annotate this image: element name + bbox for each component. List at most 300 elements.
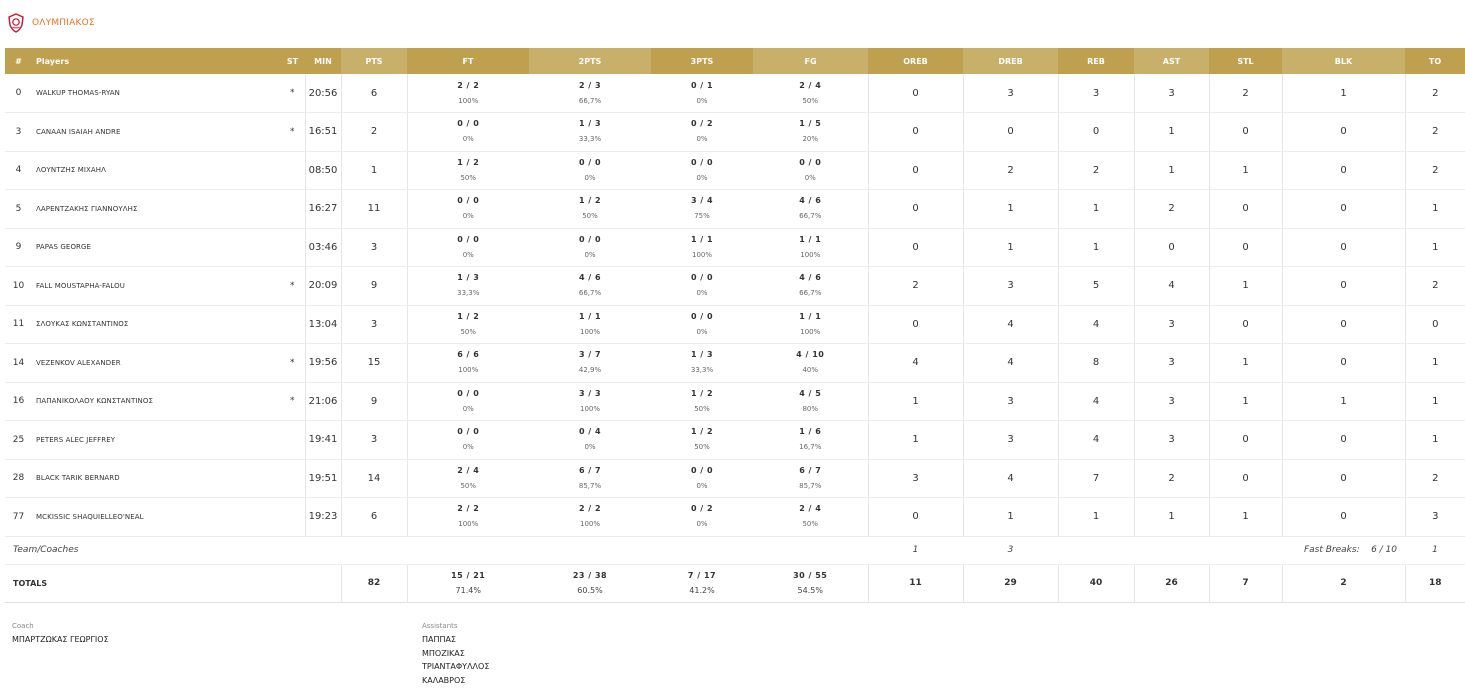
player-dreb: 2 — [963, 151, 1058, 190]
p3-pct: 0% — [696, 481, 708, 490]
player-2pts — [529, 151, 651, 190]
fg-pct: 40% — [802, 366, 819, 375]
coach-block — [12, 622, 109, 647]
ft-pct: 0% — [462, 443, 474, 452]
player-2pts — [529, 305, 651, 344]
player-3pts — [651, 151, 753, 190]
totals-pts: 82 — [341, 564, 407, 602]
fg-pct: 100% — [800, 327, 821, 336]
player-stl: 2 — [1209, 74, 1282, 113]
p3-made: 0 / 2 — [690, 504, 714, 514]
player-fg — [753, 113, 868, 152]
player-points: 6 — [341, 498, 407, 537]
p3-pct: 50% — [694, 404, 710, 413]
col-header-3pts[interactable]: 3PTS — [651, 48, 753, 74]
team-dreb: 3 — [963, 536, 1058, 564]
starter-mark: * — [280, 74, 305, 113]
totals-stl: 7 — [1209, 564, 1282, 602]
player-3pts — [651, 113, 753, 152]
player-ast: 1 — [1134, 113, 1209, 152]
ft-pct: 0% — [462, 212, 474, 221]
starter-mark: * — [280, 344, 305, 383]
player-2pts — [529, 344, 651, 383]
ft-made: 0 / 0 — [457, 234, 480, 244]
p2-pct: 100% — [579, 327, 600, 336]
p3-pct: 50% — [694, 443, 710, 452]
starter-mark — [280, 305, 305, 344]
player-2pts — [529, 421, 651, 460]
p2-made: 2 / 2 — [578, 504, 602, 514]
p3-pct: 0% — [696, 135, 708, 144]
player-blk: 0 — [1282, 190, 1405, 229]
p2-pct: 33,3% — [578, 135, 602, 144]
fast-breaks-label: Fast Breaks: — [1303, 545, 1360, 555]
totals-oreb: 11 — [868, 564, 963, 602]
p3-made: 0 / 0 — [690, 273, 714, 283]
assistants-label: Assistants — [422, 622, 458, 630]
table-row — [5, 421, 1465, 460]
player-minutes: 13:04 — [305, 305, 341, 344]
table-row — [5, 190, 1465, 229]
fg-made: 1 / 1 — [799, 311, 822, 321]
fg-made: 2 / 4 — [799, 504, 822, 514]
player-3pts — [651, 190, 753, 229]
boxscore-table — [5, 48, 1465, 603]
player-stl: 0 — [1209, 228, 1282, 267]
col-header-fg[interactable]: FG — [753, 48, 868, 74]
player-blk: 0 — [1282, 305, 1405, 344]
player-fg — [753, 498, 868, 537]
assistant-name: ΜΠΟΖΙΚΑΣ — [422, 648, 465, 658]
totals-2pts — [529, 564, 651, 602]
col-header-to[interactable]: TO — [1405, 48, 1465, 74]
player-stl: 0 — [1209, 459, 1282, 498]
player-dreb: 3 — [963, 267, 1058, 306]
player-reb: 1 — [1058, 228, 1134, 267]
p3-made: 0 / 2 — [690, 119, 714, 129]
player-fg — [753, 382, 868, 421]
player-2pts — [529, 190, 651, 229]
player-minutes: 08:50 — [305, 151, 341, 190]
player-3pts — [651, 267, 753, 306]
player-stl: 0 — [1209, 421, 1282, 460]
player-minutes: 20:09 — [305, 267, 341, 306]
col-header-stl[interactable]: STL — [1209, 48, 1282, 74]
player-minutes: 16:27 — [305, 190, 341, 229]
player-name[interactable]: VEZENKOV ALEXANDER — [32, 344, 280, 383]
player-dreb: 4 — [963, 344, 1058, 383]
ft-pct: 0% — [462, 250, 474, 259]
team-name[interactable]: ΟΛΥΜΠΙΑΚΟΣ — [32, 18, 95, 28]
starter-mark — [280, 421, 305, 460]
player-dreb: 4 — [963, 459, 1058, 498]
player-points: 9 — [341, 267, 407, 306]
player-ast: 2 — [1134, 190, 1209, 229]
col-header-players[interactable]: Players — [32, 48, 280, 74]
p3-made: 1 / 3 — [690, 350, 714, 360]
totals-2pts-made: 23 / 38 — [572, 570, 608, 580]
totals-blk: 2 — [1282, 564, 1405, 602]
p3-made: 0 / 1 — [690, 80, 714, 90]
player-oreb: 0 — [868, 190, 963, 229]
player-3pts — [651, 421, 753, 460]
player-blk: 0 — [1282, 498, 1405, 537]
player-dreb: 1 — [963, 190, 1058, 229]
player-dreb: 3 — [963, 421, 1058, 460]
p3-pct: 0% — [696, 173, 708, 182]
col-header-reb[interactable]: REB — [1058, 48, 1134, 74]
p3-made: 0 / 0 — [690, 311, 714, 321]
player-ft — [407, 113, 529, 152]
player-to: 1 — [1405, 228, 1465, 267]
player-reb: 0 — [1058, 113, 1134, 152]
player-3pts — [651, 228, 753, 267]
player-dreb: 0 — [963, 113, 1058, 152]
ft-made: 2 / 2 — [457, 504, 480, 514]
fg-made: 6 / 7 — [799, 465, 822, 475]
player-ft — [407, 267, 529, 306]
player-dreb: 3 — [963, 382, 1058, 421]
starter-mark: * — [280, 267, 305, 306]
player-number: 10 — [5, 267, 32, 306]
team-to: 1 — [1405, 536, 1465, 564]
player-number: 14 — [5, 344, 32, 383]
p3-made: 1 / 1 — [690, 234, 714, 244]
player-blk: 1 — [1282, 74, 1405, 113]
player-oreb: 0 — [868, 151, 963, 190]
player-oreb: 2 — [868, 267, 963, 306]
player-ft — [407, 74, 529, 113]
totals-label: TOTALS — [5, 564, 341, 602]
player-reb: 2 — [1058, 151, 1134, 190]
player-ast: 3 — [1134, 421, 1209, 460]
player-stl: 1 — [1209, 267, 1282, 306]
player-ft — [407, 190, 529, 229]
col-header-ast[interactable]: AST — [1134, 48, 1209, 74]
player-fg — [753, 305, 868, 344]
player-points: 9 — [341, 382, 407, 421]
assistant-name: ΚΑΛΑΒΡΟΣ — [422, 675, 466, 685]
player-stl: 1 — [1209, 151, 1282, 190]
totals-ft-made: 15 / 21 — [451, 570, 486, 580]
p3-made: 3 / 4 — [690, 196, 714, 206]
table-row — [5, 113, 1465, 152]
player-to: 1 — [1405, 344, 1465, 383]
player-number: 25 — [5, 421, 32, 460]
p2-pct: 66,7% — [578, 96, 602, 105]
totals-fg-made: 30 / 55 — [793, 570, 828, 580]
player-stl: 0 — [1209, 305, 1282, 344]
player-ast: 4 — [1134, 267, 1209, 306]
player-oreb: 0 — [868, 228, 963, 267]
fg-made: 0 / 0 — [799, 157, 822, 167]
col-header-min[interactable]: MIN — [305, 48, 341, 74]
player-to: 1 — [1405, 421, 1465, 460]
p3-pct: 100% — [691, 250, 712, 259]
starter-mark: * — [280, 113, 305, 152]
player-points: 14 — [341, 459, 407, 498]
player-blk: 0 — [1282, 151, 1405, 190]
col-header-number[interactable]: # — [5, 48, 32, 74]
p2-pct: 66,7% — [578, 289, 602, 298]
p3-pct: 0% — [696, 327, 708, 336]
p2-made: 0 / 4 — [578, 427, 602, 437]
player-ft — [407, 228, 529, 267]
starter-mark — [280, 459, 305, 498]
fg-made: 2 / 4 — [799, 80, 822, 90]
player-fg — [753, 267, 868, 306]
player-oreb: 1 — [868, 421, 963, 460]
player-fg — [753, 74, 868, 113]
player-oreb: 0 — [868, 74, 963, 113]
ft-pct: 100% — [458, 96, 479, 105]
col-header-oreb[interactable]: OREB — [868, 48, 963, 74]
p2-made: 1 / 2 — [578, 196, 602, 206]
player-2pts — [529, 267, 651, 306]
totals-ft — [407, 564, 529, 602]
fg-pct: 50% — [802, 520, 819, 529]
starter-mark — [280, 151, 305, 190]
player-points: 15 — [341, 344, 407, 383]
player-fg — [753, 190, 868, 229]
totals-3pts — [651, 564, 753, 602]
fg-made: 4 / 10 — [796, 350, 825, 360]
player-points: 2 — [341, 113, 407, 152]
player-name[interactable]: ΛΑΡΕΝΤΖΑΚΗΣ ΓΙΑΝΝΟΥΛΗΣ — [32, 190, 280, 229]
p2-pct: 85,7% — [578, 481, 602, 490]
player-minutes: 19:41 — [305, 421, 341, 460]
player-points: 3 — [341, 228, 407, 267]
ft-pct: 100% — [458, 520, 479, 529]
player-points: 11 — [341, 190, 407, 229]
player-blk: 0 — [1282, 113, 1405, 152]
col-header-pts[interactable]: PTS — [341, 48, 407, 74]
player-points: 6 — [341, 74, 407, 113]
player-to: 0 — [1405, 305, 1465, 344]
player-dreb: 1 — [963, 498, 1058, 537]
p2-made: 4 / 6 — [578, 273, 602, 283]
starter-mark — [280, 228, 305, 267]
player-ft — [407, 305, 529, 344]
player-ast: 3 — [1134, 344, 1209, 383]
player-ft — [407, 498, 529, 537]
player-points: 1 — [341, 151, 407, 190]
ft-made: 0 / 0 — [457, 196, 480, 206]
p3-pct: 0% — [696, 289, 708, 298]
totals-fg — [753, 564, 868, 602]
p2-made: 0 / 0 — [578, 157, 602, 167]
fg-pct: 16,7% — [799, 443, 822, 452]
ft-pct: 50% — [460, 327, 477, 336]
player-fg — [753, 421, 868, 460]
fg-pct: 0% — [804, 173, 816, 182]
p2-made: 2 / 3 — [578, 80, 602, 90]
ft-pct: 33,3% — [457, 289, 480, 298]
player-name[interactable]: PAPAS GEORGE — [32, 228, 280, 267]
player-number: 5 — [5, 190, 32, 229]
player-blk: 0 — [1282, 459, 1405, 498]
p2-made: 1 / 3 — [578, 119, 602, 129]
player-oreb: 0 — [868, 498, 963, 537]
player-2pts — [529, 74, 651, 113]
team-oreb: 1 — [868, 536, 963, 564]
player-ast: 1 — [1134, 151, 1209, 190]
player-to: 2 — [1405, 151, 1465, 190]
player-dreb: 4 — [963, 305, 1058, 344]
player-reb: 4 — [1058, 382, 1134, 421]
player-2pts — [529, 459, 651, 498]
player-minutes: 16:51 — [305, 113, 341, 152]
player-number: 3 — [5, 113, 32, 152]
table-header-row — [5, 48, 1465, 74]
player-stl: 1 — [1209, 498, 1282, 537]
p2-pct: 100% — [579, 520, 600, 529]
coach-name: ΜΠΑΡΤΖΩΚΑΣ ΓΕΩΡΓΙΟΣ — [12, 635, 109, 644]
player-name[interactable]: BLACK TARIK BERNARD — [32, 459, 280, 498]
starter-mark — [280, 190, 305, 229]
player-dreb: 1 — [963, 228, 1058, 267]
table-row — [5, 74, 1465, 113]
player-name[interactable]: ΛΟΥΝΤΖΗΣ ΜΙΧΑΗΛ — [32, 151, 280, 190]
fg-made: 4 / 6 — [799, 196, 822, 206]
player-name[interactable]: WALKUP THOMAS-RYAN — [32, 74, 280, 113]
player-to: 2 — [1405, 459, 1465, 498]
player-stl: 1 — [1209, 382, 1282, 421]
player-number: 16 — [5, 382, 32, 421]
player-3pts — [651, 459, 753, 498]
totals-ft-pct: 71.4% — [455, 585, 481, 595]
player-number: 0 — [5, 74, 32, 113]
player-fg — [753, 228, 868, 267]
player-name[interactable]: ΣΛΟΥΚΑΣ ΚΩΝΣΤΑΝΤΙΝΟΣ — [32, 305, 280, 344]
player-minutes: 19:23 — [305, 498, 341, 537]
player-3pts — [651, 498, 753, 537]
assistant-name: ΠΑΠΠΑΣ — [422, 635, 457, 644]
col-header-dreb[interactable]: DREB — [963, 48, 1058, 74]
player-name[interactable]: MCKISSIC SHAQUIELLEO'NEAL — [32, 498, 280, 537]
table-row — [5, 267, 1465, 306]
player-stl: 1 — [1209, 344, 1282, 383]
fg-made: 1 / 1 — [799, 234, 822, 244]
table-row — [5, 151, 1465, 190]
p3-made: 1 / 2 — [690, 427, 714, 437]
p3-pct: 33,3% — [690, 366, 714, 375]
table-row — [5, 498, 1465, 537]
fg-made: 4 / 6 — [799, 273, 822, 283]
player-ast: 3 — [1134, 382, 1209, 421]
player-name[interactable]: PETERS ALEC JEFFREY — [32, 421, 280, 460]
player-3pts — [651, 344, 753, 383]
player-blk: 0 — [1282, 421, 1405, 460]
player-2pts — [529, 228, 651, 267]
player-3pts — [651, 305, 753, 344]
player-points: 3 — [341, 305, 407, 344]
player-ft — [407, 151, 529, 190]
fg-pct: 85,7% — [799, 481, 822, 490]
p2-pct: 0% — [584, 443, 596, 452]
player-2pts — [529, 113, 651, 152]
ft-made: 2 / 4 — [457, 465, 480, 475]
player-ft — [407, 421, 529, 460]
team-coaches-row — [5, 536, 1465, 564]
totals-to: 18 — [1405, 564, 1465, 602]
ft-made: 0 / 0 — [457, 388, 480, 398]
team-coaches-label: Team/Coaches — [5, 536, 868, 564]
ft-made: 1 / 2 — [457, 157, 480, 167]
player-number: 9 — [5, 228, 32, 267]
p2-made: 1 / 1 — [578, 311, 602, 321]
p3-pct: 0% — [696, 520, 708, 529]
player-name[interactable]: FALL MOUSTAPHA-FALOU — [32, 267, 280, 306]
player-points: 3 — [341, 421, 407, 460]
player-ast: 2 — [1134, 459, 1209, 498]
assistant-name: ΤΡΙΑΝΤΑΦΥΛΛΟΣ — [422, 662, 490, 671]
p2-pct: 100% — [579, 404, 600, 413]
player-reb: 4 — [1058, 305, 1134, 344]
player-oreb: 3 — [868, 459, 963, 498]
fg-pct: 66,7% — [799, 289, 822, 298]
fg-pct: 80% — [802, 404, 819, 413]
totals-dreb: 29 — [963, 564, 1058, 602]
player-name[interactable]: ΠΑΠΑΝΙΚΟΛΑΟΥ ΚΩΝΣΤΑΝΤΙΝΟΣ — [32, 382, 280, 421]
player-reb: 1 — [1058, 498, 1134, 537]
player-to: 1 — [1405, 190, 1465, 229]
player-blk: 0 — [1282, 228, 1405, 267]
ft-pct: 0% — [462, 404, 474, 413]
starter-mark — [280, 498, 305, 537]
ft-pct: 50% — [460, 481, 477, 490]
fg-pct: 100% — [800, 250, 821, 259]
player-reb: 8 — [1058, 344, 1134, 383]
player-fg — [753, 459, 868, 498]
fg-pct: 66,7% — [799, 212, 822, 221]
fast-breaks — [1209, 536, 1405, 564]
fg-pct: 50% — [802, 96, 819, 105]
player-fg — [753, 151, 868, 190]
player-name[interactable]: CANAAN ISAIAH ANDRE — [32, 113, 280, 152]
player-minutes: 03:46 — [305, 228, 341, 267]
col-header-2pts[interactable]: 2PTS — [529, 48, 651, 74]
col-header-blk[interactable]: BLK — [1282, 48, 1405, 74]
starter-mark: * — [280, 382, 305, 421]
player-ft — [407, 344, 529, 383]
totals-reb: 40 — [1058, 564, 1134, 602]
fast-breaks-value: 6 / 10 — [1371, 545, 1397, 555]
player-minutes: 20:56 — [305, 74, 341, 113]
ft-pct: 100% — [458, 366, 479, 375]
ft-made: 2 / 2 — [457, 80, 480, 90]
fg-made: 1 / 6 — [799, 427, 822, 437]
fg-made: 1 / 5 — [799, 119, 822, 129]
player-number: 28 — [5, 459, 32, 498]
player-oreb: 0 — [868, 305, 963, 344]
assistants-block — [422, 622, 489, 687]
player-number: 11 — [5, 305, 32, 344]
player-ft — [407, 459, 529, 498]
table-row — [5, 228, 1465, 267]
p3-pct: 75% — [694, 212, 710, 221]
player-fg — [753, 344, 868, 383]
player-to: 1 — [1405, 382, 1465, 421]
player-dreb: 3 — [963, 74, 1058, 113]
col-header-st[interactable]: ST — [280, 48, 305, 74]
col-header-ft[interactable]: FT — [407, 48, 529, 74]
team-header — [6, 12, 95, 34]
player-3pts — [651, 74, 753, 113]
p3-made: 0 / 0 — [690, 465, 714, 475]
totals-row — [5, 564, 1465, 602]
p2-made: 3 / 3 — [578, 388, 602, 398]
